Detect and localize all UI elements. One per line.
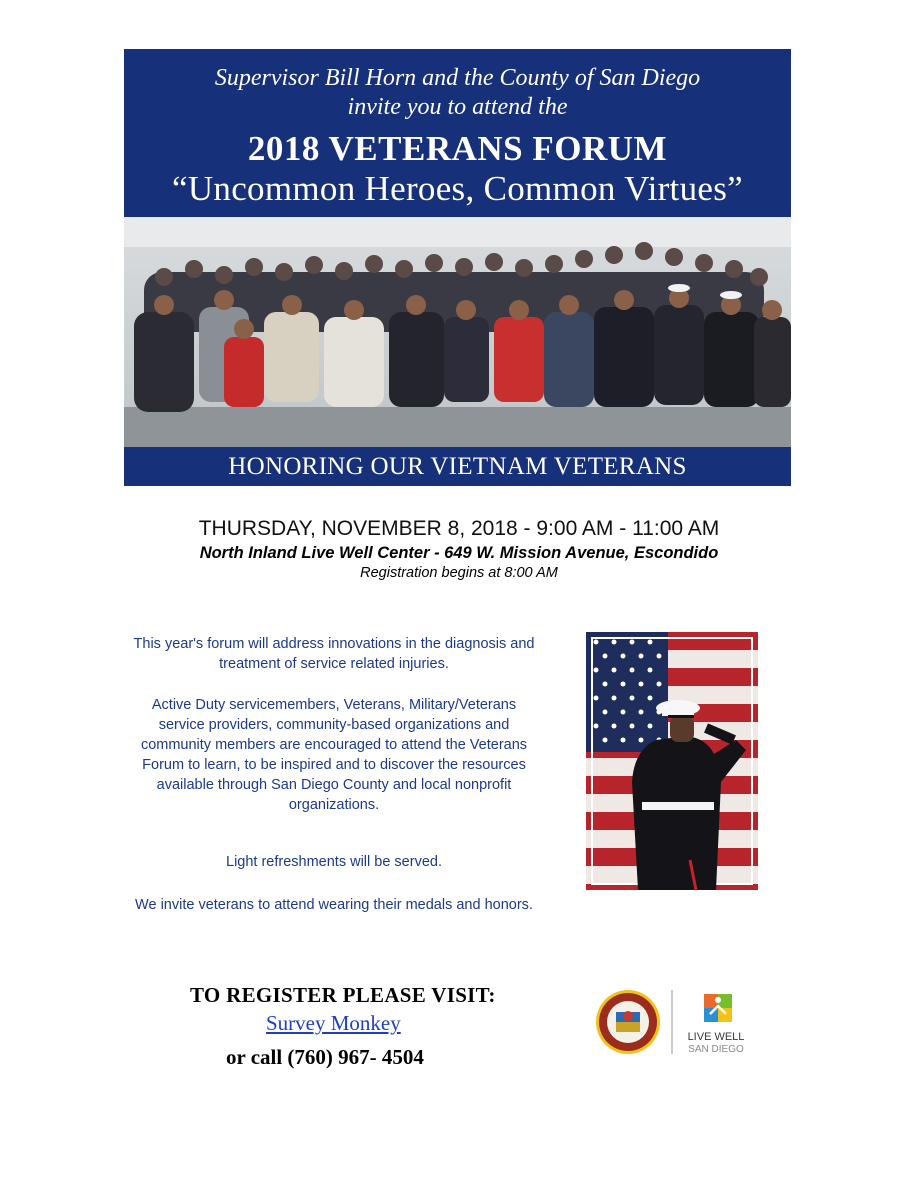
invitation-line-1: Supervisor Bill Horn and the County of San Diego [214,65,701,91]
forum-title: 2018 VETERANS FORUM [247,129,668,168]
live-well-label-1: LIVE WELL [687,1031,745,1043]
live-well-logo-icon [704,994,732,1022]
paragraph-audience: Active Duty servicemembers, Veterans, Military/Veterans service providers, community-based organizations and community members are encouraged to attend the Veterans Forum to learn, to be inspired and to discover the resources available through San Diego County and local nonprofit organizations. [140,697,528,813]
live-well-label-2: SAN DIEGO [688,1044,744,1055]
banner-footer: HONORING OUR VIETNAM VETERANS [228,453,687,480]
paragraph-medals: We invite veterans to attend wearing their medals and honors. [135,897,533,913]
banner-header [124,49,791,217]
invitation-line-2: invite you to attend the [347,94,568,120]
event-banner [124,49,791,486]
forum-subtitle: “Uncommon Heroes, Common Virtues” [172,169,743,208]
event-date-time: THURSDAY, NOVEMBER 8, 2018 - 9:00 AM - 11:00 AM [198,517,720,540]
registration-time: Registration begins at 8:00 AM [360,565,558,581]
register-phone: or call (760) 967- 4504 [226,1045,424,1069]
survey-monkey-link[interactable]: Survey Monkey [266,1011,401,1035]
group-photo [124,217,791,447]
register-heading: TO REGISTER PLEASE VISIT: [190,983,496,1007]
saluting-marine-photo [586,632,758,890]
paragraph-refreshments: Light refreshments will be served. [226,854,442,870]
county-seal-icon [596,990,660,1054]
paragraph-intro: This year's forum will address innovations in the diagnosis and treatment of service related injuries. [133,636,535,672]
event-location: North Inland Live Well Center - 649 W. Mission Avenue, Escondido [199,544,719,562]
sponsor-logos [592,984,762,1060]
